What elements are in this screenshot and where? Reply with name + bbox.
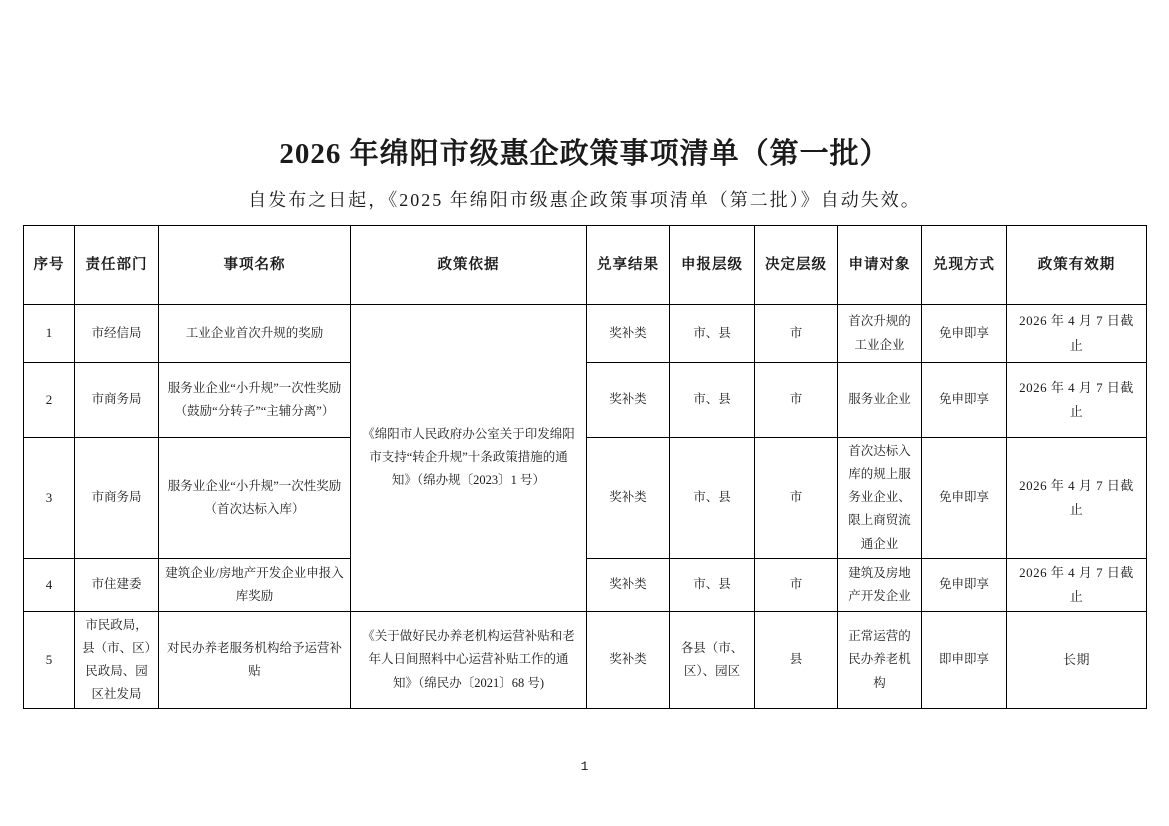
cell-validity: 2026 年 4 月 7 日截止 — [1007, 438, 1147, 559]
cell-policy-basis-merged: 《绵阳市人民政府办公室关于印发绵阳市支持“转企升规”十条政策措施的通知》（绵办规〔2023〕1 号） — [351, 305, 587, 612]
col-header-result-type: 兑享结果 — [587, 226, 670, 305]
col-header-item-name: 事项名称 — [159, 226, 351, 305]
cell-apply-level: 市、县 — [670, 305, 755, 363]
policy-list-table — [23, 225, 1147, 709]
cell-result-type: 奖补类 — [587, 305, 670, 363]
col-header-method: 兑现方式 — [922, 226, 1007, 305]
cell-item-name: 工业企业首次升规的奖励 — [159, 305, 351, 363]
cell-applicant: 正常运营的民办养老机构 — [838, 611, 922, 709]
page-number: 1 — [580, 759, 589, 774]
cell-serial: 4 — [24, 558, 75, 611]
cell-decide-level: 市 — [755, 558, 838, 611]
col-header-decide-level: 决定层级 — [755, 226, 838, 305]
col-header-policy-basis: 政策依据 — [351, 226, 587, 305]
cell-validity: 2026 年 4 月 7 日截止 — [1007, 363, 1147, 438]
cell-applicant: 首次达标入库的规上服务业企业、限上商贸流通企业 — [838, 438, 922, 559]
cell-result-type: 奖补类 — [587, 363, 670, 438]
cell-apply-level: 市、县 — [670, 438, 755, 559]
cell-serial: 3 — [24, 438, 75, 559]
cell-result-type: 奖补类 — [587, 438, 670, 559]
cell-applicant: 首次升规的工业企业 — [838, 305, 922, 363]
col-header-validity: 政策有效期 — [1007, 226, 1147, 305]
cell-item-name: 服务业企业“小升规”一次性奖励（首次达标入库） — [159, 438, 351, 559]
cell-decide-level: 市 — [755, 305, 838, 363]
cell-serial: 2 — [24, 363, 75, 438]
cell-policy-basis: 《关于做好民办养老机构运营补贴和老年人日间照料中心运营补贴工作的通知》（绵民办〔2021〕68 号) — [351, 611, 587, 709]
cell-department: 市商务局 — [75, 438, 159, 559]
col-header-department: 责任部门 — [75, 226, 159, 305]
cell-method: 免申即享 — [922, 363, 1007, 438]
col-header-applicant: 申请对象 — [838, 226, 922, 305]
cell-validity: 2026 年 4 月 7 日截止 — [1007, 558, 1147, 611]
cell-department: 市民政局，县（市、区）民政局、园区社发局 — [75, 611, 159, 709]
cell-decide-level: 市 — [755, 363, 838, 438]
cell-method: 免申即享 — [922, 305, 1007, 363]
cell-apply-level: 各县（市、区）、园区 — [670, 611, 755, 709]
col-header-apply-level: 申报层级 — [670, 226, 755, 305]
table-header-row — [24, 226, 1147, 305]
cell-validity: 2026 年 4 月 7 日截止 — [1007, 305, 1147, 363]
cell-item-name: 对民办养老服务机构给予运营补贴 — [159, 611, 351, 709]
cell-method: 免申即享 — [922, 438, 1007, 559]
cell-result-type: 奖补类 — [587, 611, 670, 709]
cell-method: 即申即享 — [922, 611, 1007, 709]
cell-department: 市经信局 — [75, 305, 159, 363]
table-row — [24, 611, 1147, 709]
cell-decide-level: 市 — [755, 438, 838, 559]
cell-apply-level: 市、县 — [670, 363, 755, 438]
cell-serial: 1 — [24, 305, 75, 363]
cell-decide-level: 县 — [755, 611, 838, 709]
cell-applicant: 服务业企业 — [838, 363, 922, 438]
cell-method: 免申即享 — [922, 558, 1007, 611]
page-subtitle: 自发布之日起，《2025 年绵阳市级惠企政策事项清单（第二批）》自动失效。 — [248, 190, 921, 210]
cell-result-type: 奖补类 — [587, 558, 670, 611]
table-row — [24, 305, 1147, 363]
cell-department: 市商务局 — [75, 363, 159, 438]
cell-department: 市住建委 — [75, 558, 159, 611]
cell-item-name: 服务业企业“小升规”一次性奖励（鼓励“分转子”“主辅分离”） — [159, 363, 351, 438]
cell-applicant: 建筑及房地产开发企业 — [838, 558, 922, 611]
cell-item-name: 建筑企业/房地产开发企业申报入库奖励 — [159, 558, 351, 611]
cell-apply-level: 市、县 — [670, 558, 755, 611]
cell-serial: 5 — [24, 611, 75, 709]
page-title: 2026 年绵阳市级惠企政策事项清单（第一批） — [279, 138, 890, 170]
cell-validity: 长期 — [1007, 611, 1147, 709]
col-header-serial: 序号 — [24, 226, 75, 305]
